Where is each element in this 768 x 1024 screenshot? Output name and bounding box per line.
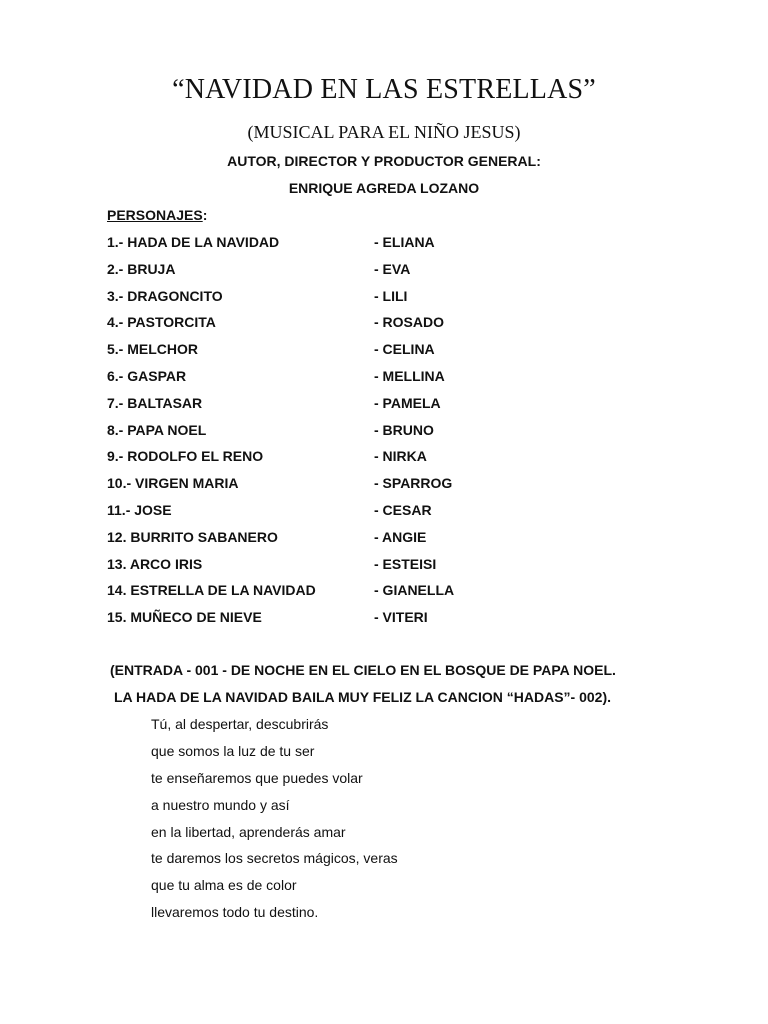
lyric-line: te daremos los secretos mágicos, veras <box>151 850 398 867</box>
cast-role: 3.- DRAGONCITO <box>107 287 223 304</box>
lyric-line: llevaremos todo tu destino. <box>151 904 319 921</box>
cast-row <box>107 288 667 315</box>
cast-row <box>107 609 667 636</box>
credit-name: ENRIQUE AGREDA LOZANO <box>288 180 480 196</box>
stage-direction-line-2: LA HADA DE LA NAVIDAD BAILA MUY FELIZ LA CANCION “HADAS”- 002). <box>114 689 611 705</box>
cast-row <box>107 314 667 341</box>
lyric-line: Tú, al despertar, descubrirás <box>151 716 329 732</box>
cast-role: 4.- PASTORCITA <box>107 314 216 331</box>
cast-actor: - NIRKA <box>374 448 427 465</box>
cast-row <box>107 341 667 368</box>
cast-row <box>107 448 667 475</box>
lyric-line: que somos la luz de tu ser <box>151 742 315 759</box>
lyric-line: que tu alma es de color <box>151 877 297 894</box>
credit-role: AUTOR, DIRECTOR Y PRODUCTOR GENERAL: <box>227 153 541 169</box>
song-lyrics <box>151 716 398 931</box>
cast-role: 8.- PAPA NOEL <box>107 421 207 438</box>
cast-actor: - PAMELA <box>374 394 441 411</box>
cast-role: 14. ESTRELLA DE LA NAVIDAD <box>107 582 316 599</box>
cast-actor: - ROSADO <box>374 314 444 331</box>
cast-actor: - LILI <box>374 287 408 304</box>
cast-row <box>107 475 667 502</box>
lyric-line: te enseñaremos que puedes volar <box>151 769 363 786</box>
cast-role: 13. ARCO IRIS <box>107 555 203 572</box>
cast-role: 6.- GASPAR <box>107 367 187 384</box>
cast-actor: - VITERI <box>374 609 428 626</box>
lyric-line: en la libertad, aprenderás amar <box>151 823 346 840</box>
cast-actor: - MELLINA <box>374 367 445 384</box>
cast-row <box>107 234 667 261</box>
cast-role: 5.- MELCHOR <box>107 341 198 358</box>
cast-actor: - EVA <box>374 260 411 277</box>
cast-role: 10.- VIRGEN MARIA <box>107 475 239 492</box>
cast-actor: - BRUNO <box>374 421 434 438</box>
cast-row <box>107 368 667 395</box>
cast-actor: - GIANELLA <box>374 582 455 599</box>
stage-direction-line-1: (ENTRADA - 001 - DE NOCHE EN EL CIELO EN EL BOSQUE DE PAPA NOEL. <box>110 662 616 678</box>
cast-row <box>107 261 667 288</box>
cast-actor: - ANGIE <box>374 528 427 545</box>
cast-role: 12. BURRITO SABANERO <box>107 528 278 545</box>
cast-role: 9.- RODOLFO EL RENO <box>107 448 264 465</box>
document-title: “NAVIDAD EN LAS ESTRELLAS” <box>172 74 596 105</box>
cast-actor: - CELINA <box>374 341 435 358</box>
lyric-line: a nuestro mundo y así <box>151 796 290 813</box>
cast-row <box>107 582 667 609</box>
cast-actor: - ELIANA <box>374 234 435 250</box>
cast-row <box>107 556 667 583</box>
cast-role: 7.- BALTASAR <box>107 394 203 411</box>
cast-actor: - ESTEISI <box>374 555 437 572</box>
cast-role: 1.- HADA DE LA NAVIDAD <box>107 234 280 250</box>
cast-role: 15. MUÑECO DE NIEVE <box>107 609 262 626</box>
cast-heading <box>107 207 207 223</box>
document-subtitle: (MUSICAL PARA EL NIÑO JESUS) <box>247 122 521 142</box>
cast-actor: - CESAR <box>374 501 432 518</box>
cast-actor: - SPARROG <box>374 475 453 492</box>
cast-role: 2.- BRUJA <box>107 260 176 277</box>
cast-row <box>107 422 667 449</box>
cast-heading-colon: : <box>202 207 208 223</box>
cast-row <box>107 502 667 529</box>
cast-list <box>107 234 667 636</box>
cast-row <box>107 395 667 422</box>
cast-row <box>107 529 667 556</box>
cast-heading-label: PERSONAJES <box>107 207 203 223</box>
cast-role: 11.- JOSE <box>107 501 172 518</box>
